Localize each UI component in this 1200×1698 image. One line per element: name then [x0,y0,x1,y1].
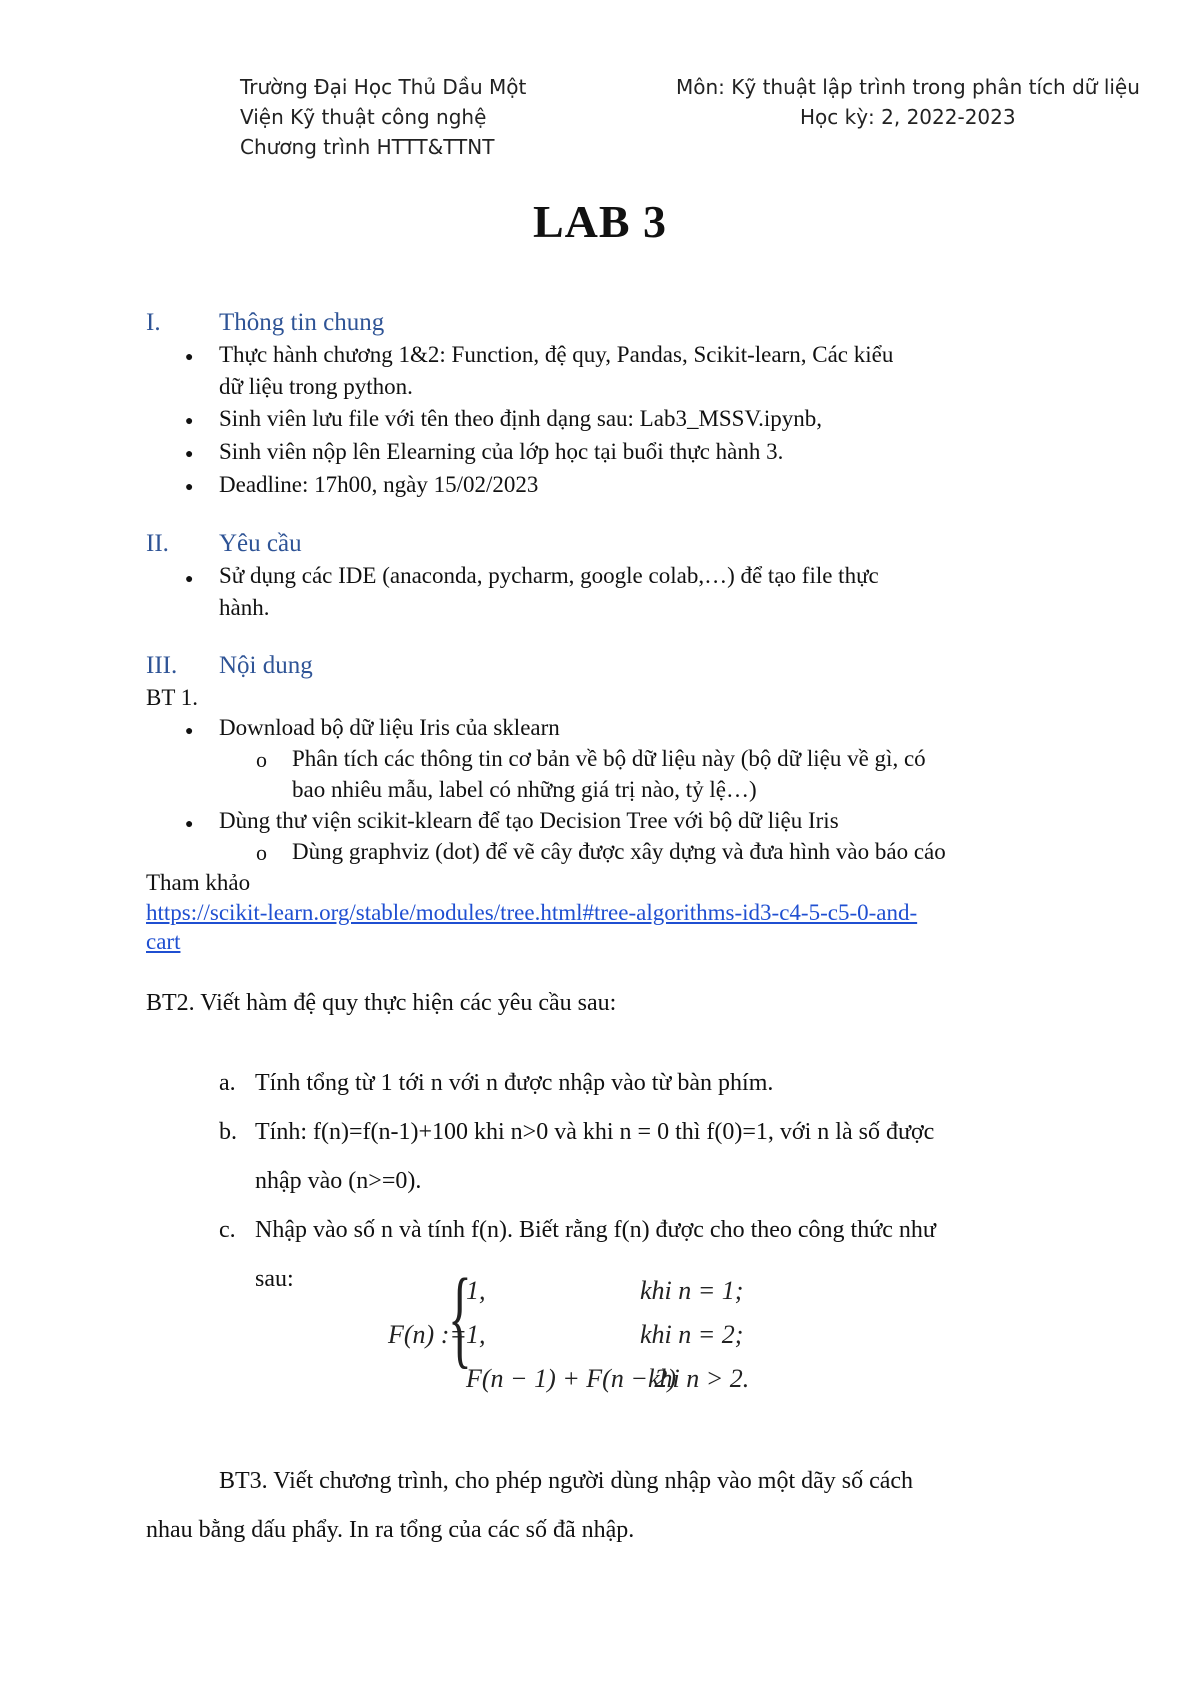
reference-link[interactable]: https://scikit-learn.org/stable/modules/tree.html#tree-algorithms-id3-c4-5-c5-0-and- [146,900,918,925]
reference-label: Tham khảo [146,870,251,895]
reference-link-cont[interactable]: cart [146,929,181,954]
bullet-icon: ● [185,480,194,495]
section1-number: I. [146,309,161,336]
bt2-item-b: Tính: f(n)=f(n-1)+100 khi n>0 và khi n = 0 thì f(0)=1, với n là số được [255,1119,935,1145]
bt1-subitem-1: Phân tích các thông tin cơ bản về bộ dữ liệu này (bộ dữ liệu về gì, có [292,746,926,771]
section2-bullet-cont: hành. [219,595,270,620]
bt1-item-1: Download bộ dữ liệu Iris của sklearn [219,715,560,740]
bt3-text: BT3. Viết chương trình, cho phép người dùng nhập vào một dãy số cách [219,1468,914,1494]
bt2-item-a: Tính tổng từ 1 tới n với n được nhập vào từ bàn phím. [255,1070,774,1096]
circle-bullet-icon: o [256,840,267,865]
formula-brace: { [448,1256,472,1378]
bt3-text-cont: nhau bằng dấu phẩy. In ra tổng của các số đã nhập. [146,1517,635,1543]
bt2-b-marker: b. [219,1119,237,1145]
section2-bullet: Sử dụng các IDE (anaconda, pycharm, google colab,…) để tạo file thực [219,563,879,588]
section1-bullet-3: Sinh viên nộp lên Elearning của lớp học tại buổi thực hành 3. [219,439,784,464]
section3-title: Nội dung [219,652,313,679]
bt2-a-marker: a. [219,1070,236,1096]
bt1-subitem-1-cont: bao nhiêu mẫu, label có những giá trị nào, tỷ lệ…) [292,777,757,802]
formula-case1-condition: khi n = 1; [640,1276,744,1305]
bt2-c-marker: c. [219,1217,236,1243]
bt2-item-b-cont: nhập vào (n>=0). [255,1168,422,1194]
bullet-icon: ● [185,724,194,739]
bullet-icon: ● [185,414,194,429]
bt2-item-c-cont: sau: [255,1266,294,1292]
formula-case1-value: 1, [466,1276,486,1305]
formula-case3-condition: khi n > 2. [648,1364,750,1393]
circle-bullet-icon: o [256,747,267,772]
header-program: Chương trình HTTT&TTNT [240,135,495,159]
header-semester: Học kỳ: 2, 2022-2023 [800,105,1016,129]
bullet-icon: ● [185,817,194,832]
formula-lhs: F(n) := [388,1320,467,1349]
formula-case2-value: 1, [466,1320,486,1349]
formula-case3-value: F(n − 1) + F(n − 2) [466,1364,677,1393]
section1-bullet-2: Sinh viên lưu file với tên theo định dạng sau: Lab3_MSSV.ipynb, [219,406,823,431]
header-course: Môn: Kỹ thuật lập trình trong phân tích dữ liệu [676,75,1140,99]
bt2-heading: BT2. Viết hàm đệ quy thực hiện các yêu cầu sau: [146,990,617,1016]
bt1-label: BT 1. [146,685,198,710]
bullet-icon: ● [185,572,194,587]
section1-bullet-1-cont: dữ liệu trong python. [219,374,413,399]
section2-title: Yêu cầu [219,530,302,557]
section3-number: III. [146,652,178,679]
bt1-subitem-2: Dùng graphviz (dot) để vẽ cây được xây dựng và đưa hình vào báo cáo [292,839,946,864]
section1-bullet-4: Deadline: 17h00, ngày 15/02/2023 [219,472,539,497]
header-institute: Viện Kỹ thuật công nghệ [240,105,487,129]
section1-bullet-1: Thực hành chương 1&2: Function, đệ quy, Pandas, Scikit-learn, Các kiểu [219,342,894,367]
bullet-icon: ● [185,447,194,462]
section1-title: Thông tin chung [219,309,385,336]
bt1-item-2: Dùng thư viện scikit-klearn để tạo Decision Tree với bộ dữ liệu Iris [219,808,839,833]
bullet-icon: ● [185,350,194,365]
header-school: Trường Đại Học Thủ Dầu Một [240,75,527,99]
bt2-item-c: Nhập vào số n và tính f(n). Biết rằng f(n) được cho theo công thức như [255,1217,936,1243]
page-title: LAB 3 [532,196,668,247]
section2-number: II. [146,530,169,557]
formula-case2-condition: khi n = 2; [640,1320,744,1349]
